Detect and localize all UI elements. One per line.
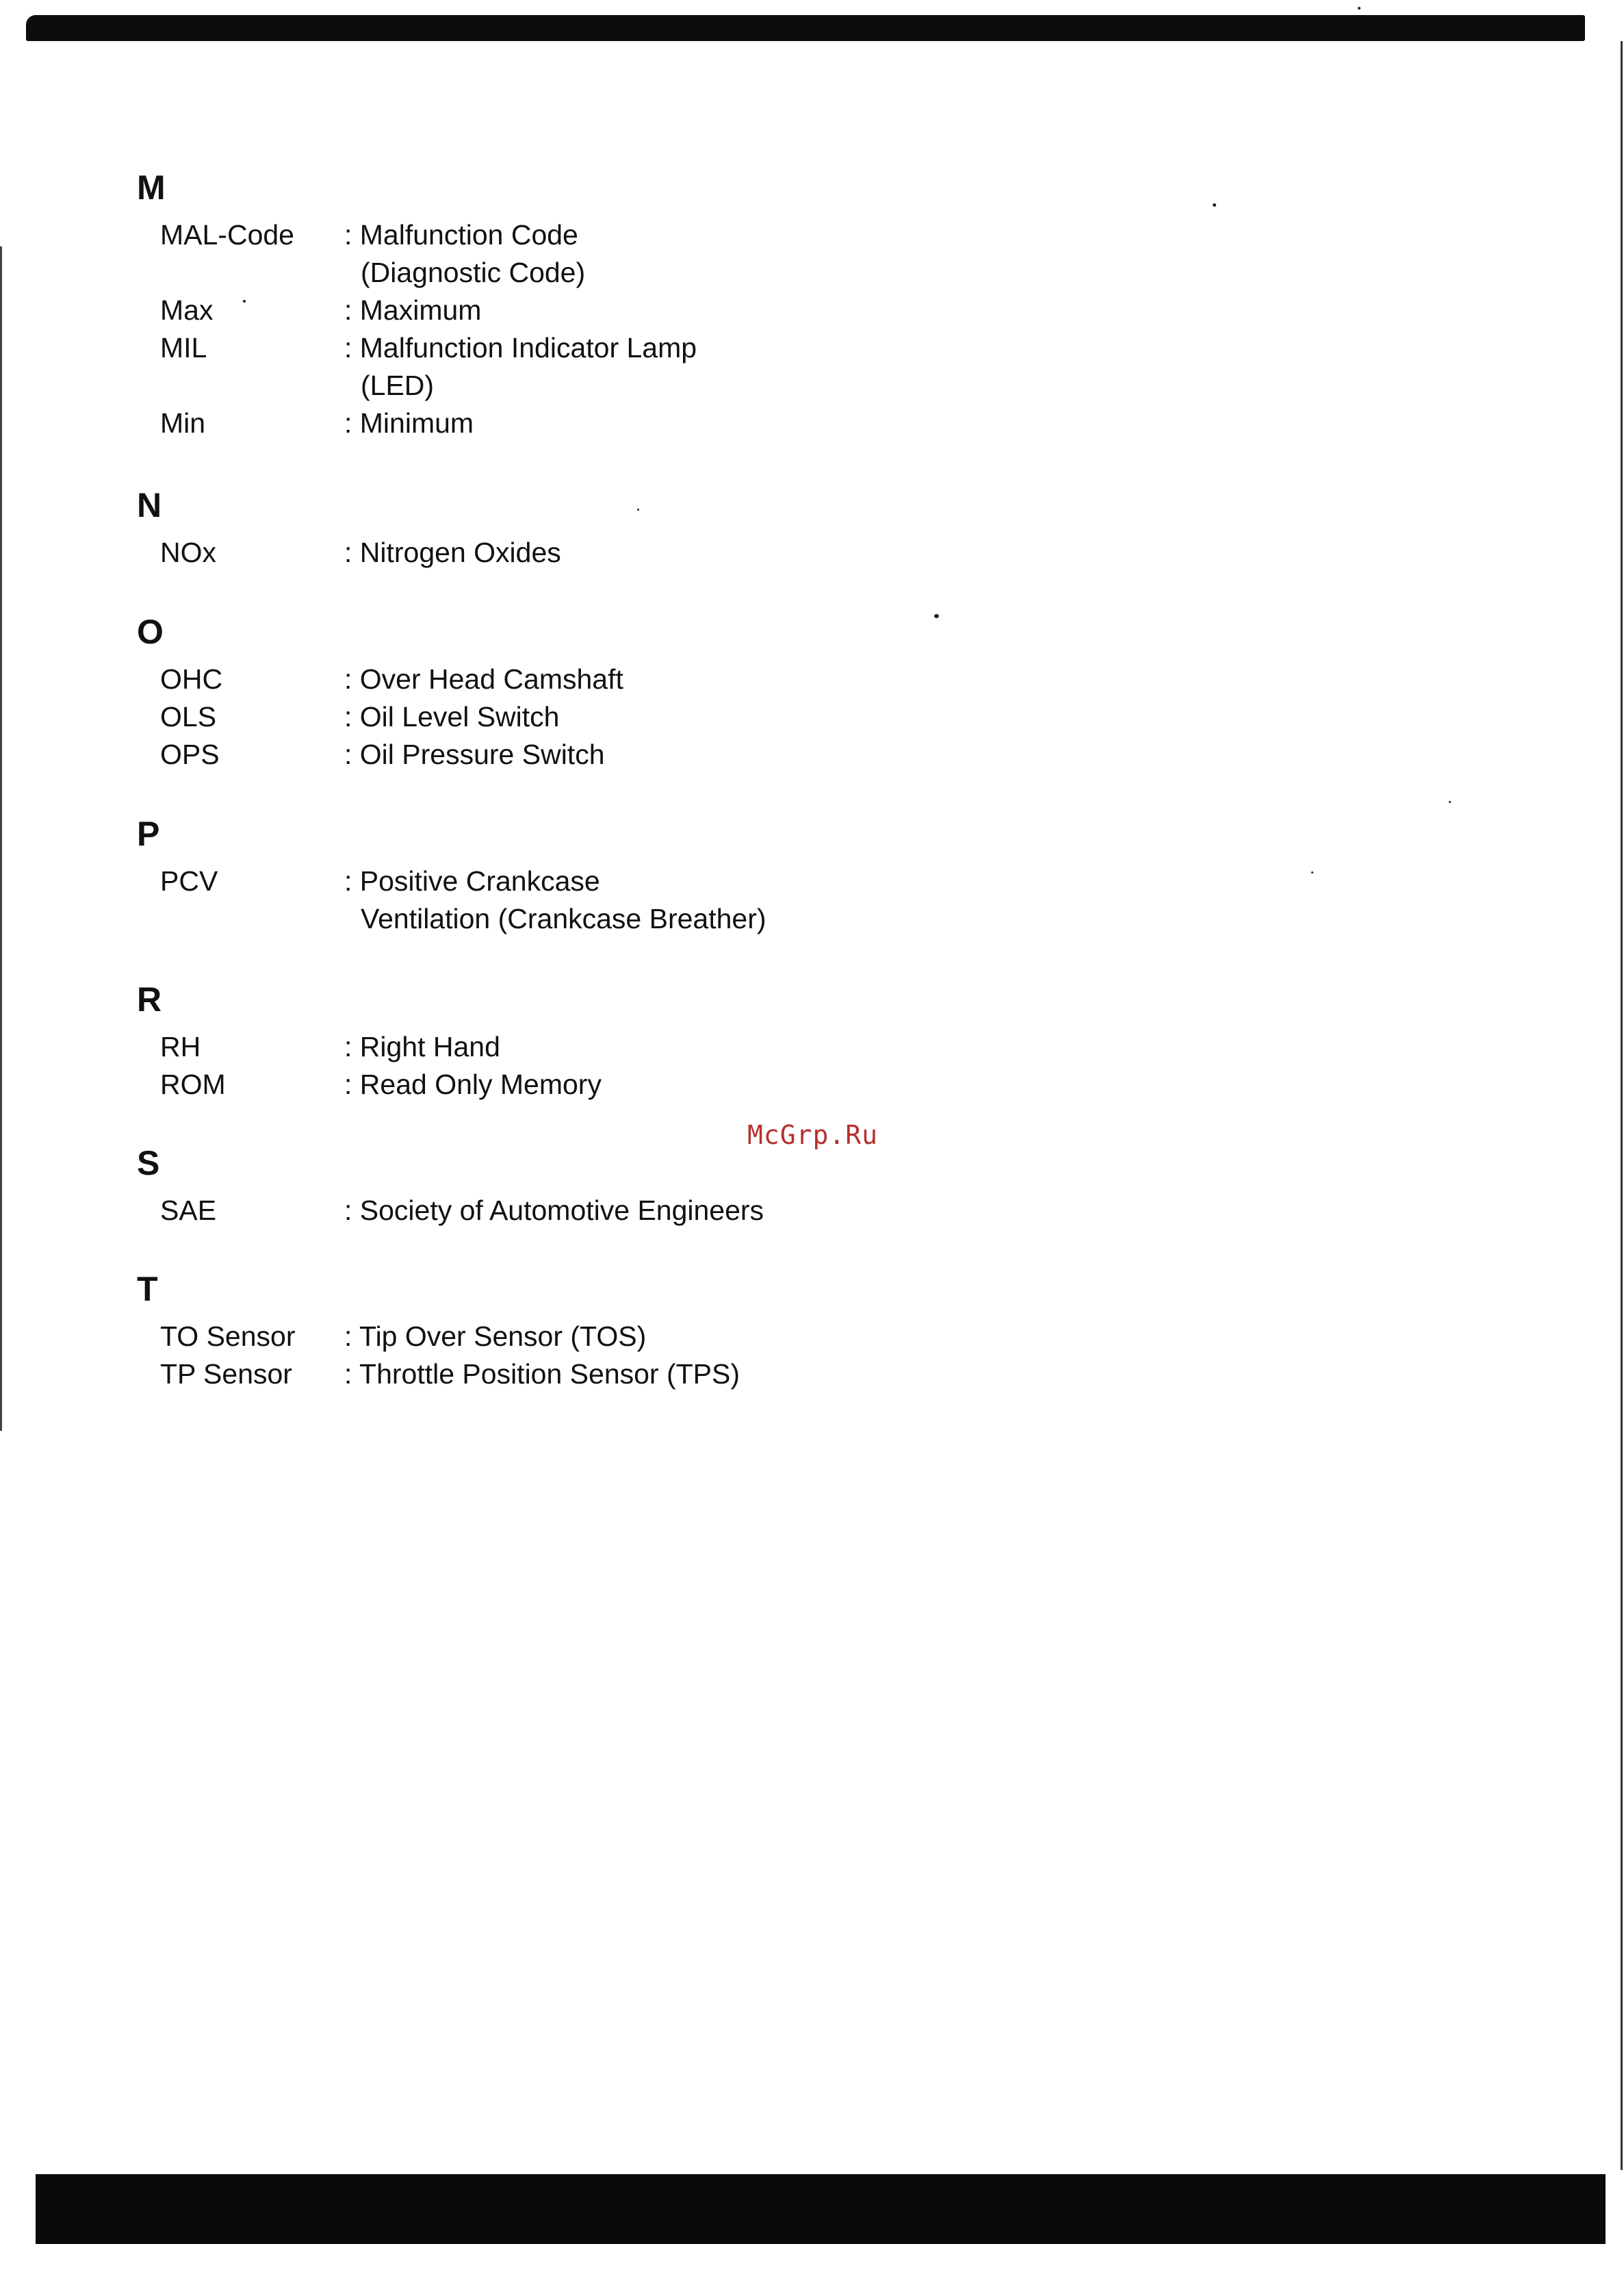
definition: : Maximum [344,294,482,326]
section-m [137,167,697,442]
section-letter: R [137,980,162,1019]
list-item [137,292,697,329]
abbreviation: OLS [160,701,217,732]
section-n [137,485,561,572]
abbreviation: MAL-Code [160,219,294,251]
scan-speck [1311,871,1313,873]
list-item [137,1192,764,1229]
abbreviation: Max [160,294,214,326]
section-s [137,1143,764,1229]
definition-continued: Ventilation (Crankcase Breather) [361,903,766,934]
abbreviation: MIL [160,332,207,364]
definition: : Nitrogen Oxides [344,537,561,568]
abbreviation: SAE [160,1195,217,1226]
definition: : Tip Over Sensor (TOS) [344,1321,647,1352]
scan-speck [637,509,639,511]
scan-speck [1213,203,1216,207]
definition: : Throttle Position Sensor (TPS) [344,1358,740,1390]
section-letter: O [137,613,163,651]
definition: : Over Head Camshaft [344,663,623,695]
scan-speck [1358,7,1361,10]
list-item [137,534,561,572]
definition: : Oil Pressure Switch [344,739,605,770]
definition: : Society of Automotive Engineers [344,1195,764,1226]
list-item [137,863,766,938]
definition: : Positive Crankcase [344,865,600,897]
section-letter: T [137,1270,157,1308]
list-item [137,1355,740,1393]
abbreviation: OPS [160,739,220,770]
abbreviation: TP Sensor [160,1358,292,1390]
list-item [137,736,623,774]
section-o [137,611,623,774]
definition: : Read Only Memory [344,1069,602,1100]
abbreviation: TO Sensor [160,1321,296,1352]
list-item [137,1028,602,1066]
section-letter: S [137,1144,159,1182]
abbreviation: ROM [160,1069,226,1100]
scan-speck [1449,801,1451,803]
section-p [137,813,766,938]
abbreviation: PCV [160,865,218,897]
list-item [137,216,697,292]
list-item [137,405,697,442]
definition: : Right Hand [344,1031,500,1062]
definition-continued: (LED) [361,370,435,401]
abbreviation: NOx [160,537,216,568]
list-item [137,1066,602,1104]
abbreviation: RH [160,1031,201,1062]
abbreviation: OHC [160,663,223,695]
definition: : Malfunction Code [344,219,578,251]
scan-speck [934,614,939,618]
section-letter: N [137,486,162,524]
list-item [137,329,697,405]
list-item [137,661,623,698]
scan-speck [243,300,246,303]
definition: : Minimum [344,407,474,439]
definition-continued: (Diagnostic Code) [361,257,586,288]
section-t [137,1268,740,1393]
list-item [137,1318,740,1355]
definition: : Malfunction Indicator Lamp [344,332,697,364]
section-r [137,979,602,1104]
section-letter: M [137,168,165,207]
section-letter: P [137,815,159,853]
list-item [137,698,623,736]
watermark-text: McGrp.Ru [747,1120,879,1150]
abbreviation: Min [160,407,206,439]
definition: : Oil Level Switch [344,701,560,732]
footer-bar [36,2174,1606,2244]
